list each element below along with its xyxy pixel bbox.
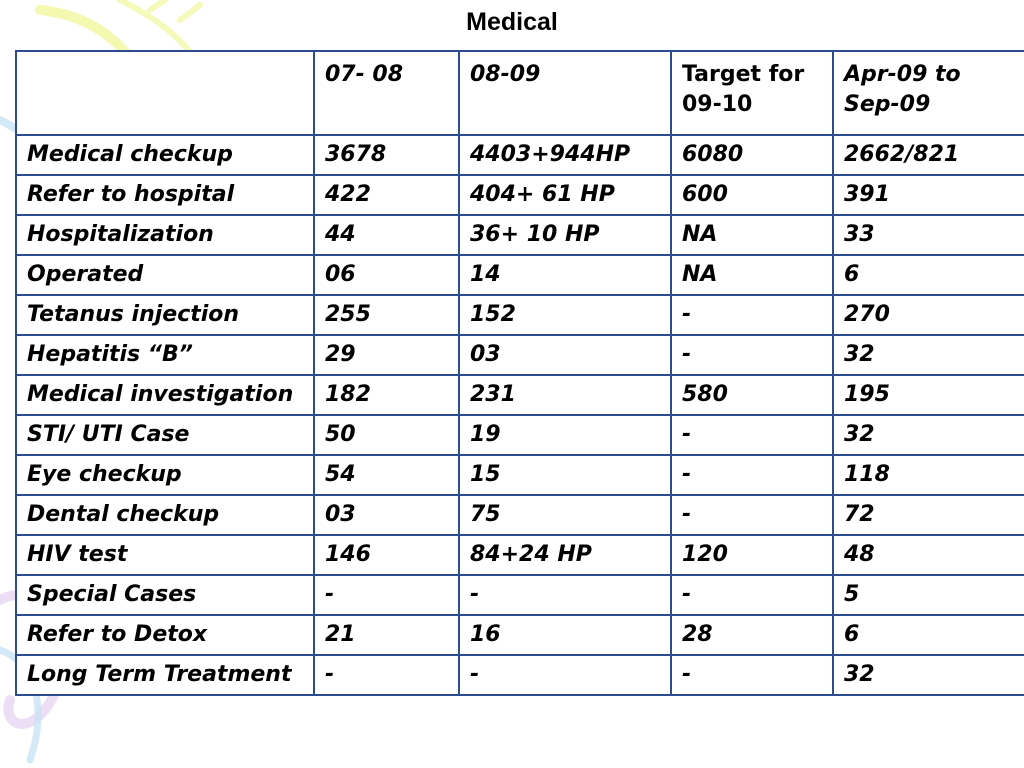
header-cell: 08-09 [459,51,671,135]
value-cell: 54 [314,455,459,495]
value-cell: 28 [671,615,833,655]
value-cell: 6 [833,615,1024,655]
table-row [16,255,1024,295]
row-label-cell: Hospitalization [16,215,314,255]
value-cell: 404+ 61 HP [459,175,671,215]
value-cell: 44 [314,215,459,255]
value-cell: 03 [314,495,459,535]
value-cell: 146 [314,535,459,575]
value-cell: 231 [459,375,671,415]
value-cell: 255 [314,295,459,335]
value-cell: 48 [833,535,1024,575]
value-cell: - [459,655,671,695]
value-cell: 3678 [314,135,459,175]
row-label-cell: Hepatitis “B” [16,335,314,375]
row-label-cell: Operated [16,255,314,295]
row-label-cell: Refer to hospital [16,175,314,215]
value-cell: 4403+944HP [459,135,671,175]
value-cell: 195 [833,375,1024,415]
value-cell: 32 [833,335,1024,375]
table-row [16,215,1024,255]
row-label-cell: Medical checkup [16,135,314,175]
value-cell: - [671,495,833,535]
value-cell: - [314,655,459,695]
value-cell: 29 [314,335,459,375]
value-cell: 118 [833,455,1024,495]
value-cell: 5 [833,575,1024,615]
value-cell: - [671,295,833,335]
table-row [16,575,1024,615]
table-row [16,495,1024,535]
value-cell: 422 [314,175,459,215]
value-cell: 19 [459,415,671,455]
table-row [16,655,1024,695]
header-row [16,51,1024,135]
value-cell: 32 [833,415,1024,455]
value-cell: 152 [459,295,671,335]
value-cell: 600 [671,175,833,215]
row-label-cell: Refer to Detox [16,615,314,655]
medical-table-container [15,50,1024,696]
value-cell: 03 [459,335,671,375]
header-cell: Target for 09-10 [671,51,833,135]
table-body [16,51,1024,695]
value-cell: - [671,655,833,695]
value-cell: - [671,415,833,455]
header-cell [16,51,314,135]
value-cell: 182 [314,375,459,415]
value-cell: 15 [459,455,671,495]
value-cell: 6 [833,255,1024,295]
table-row [16,455,1024,495]
row-label-cell: Tetanus injection [16,295,314,335]
value-cell: 50 [314,415,459,455]
value-cell: 21 [314,615,459,655]
value-cell: 391 [833,175,1024,215]
table-row [16,335,1024,375]
value-cell: 270 [833,295,1024,335]
table-row [16,375,1024,415]
table-row [16,295,1024,335]
row-label-cell: Medical investigation [16,375,314,415]
table-row [16,415,1024,455]
value-cell: 120 [671,535,833,575]
value-cell: 36+ 10 HP [459,215,671,255]
value-cell: - [671,455,833,495]
row-label-cell: Long Term Treatment [16,655,314,695]
row-label-cell: Eye checkup [16,455,314,495]
row-label-cell: STI/ UTI Case [16,415,314,455]
value-cell: 06 [314,255,459,295]
page-title: Medical [466,8,558,36]
value-cell: - [459,575,671,615]
header-cell: Apr-09 to Sep-09 [833,51,1024,135]
medical-table [15,50,1024,696]
value-cell: 33 [833,215,1024,255]
value-cell: 75 [459,495,671,535]
header-cell: 07- 08 [314,51,459,135]
value-cell: NA [671,215,833,255]
value-cell: 2662/821 [833,135,1024,175]
value-cell: - [671,575,833,615]
row-label-cell: Dental checkup [16,495,314,535]
value-cell: 580 [671,375,833,415]
value-cell: 6080 [671,135,833,175]
table-row [16,135,1024,175]
value-cell: 16 [459,615,671,655]
row-label-cell: HIV test [16,535,314,575]
value-cell: - [671,335,833,375]
table-row [16,615,1024,655]
row-label-cell: Special Cases [16,575,314,615]
value-cell: 14 [459,255,671,295]
table-row [16,175,1024,215]
table-row [16,535,1024,575]
value-cell: - [314,575,459,615]
value-cell: NA [671,255,833,295]
value-cell: 32 [833,655,1024,695]
value-cell: 84+24 HP [459,535,671,575]
value-cell: 72 [833,495,1024,535]
